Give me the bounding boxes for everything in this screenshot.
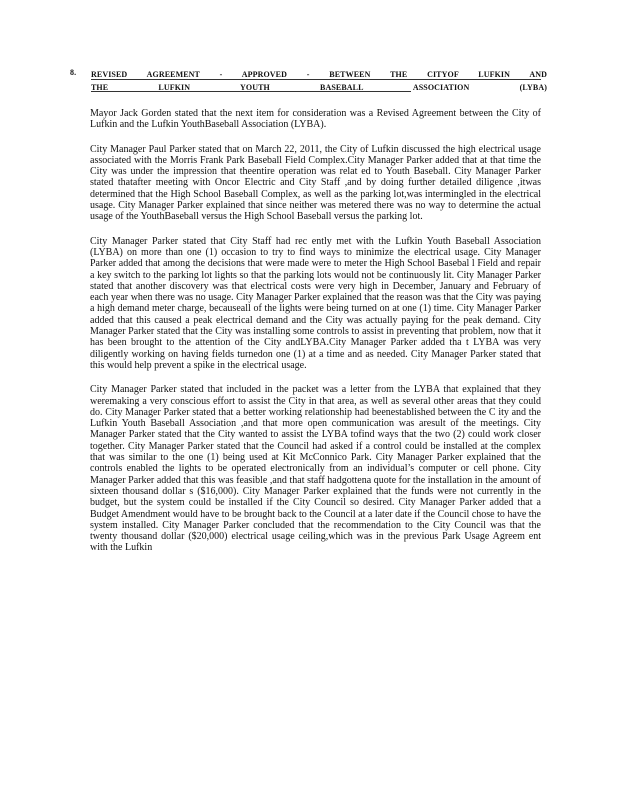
agenda-item-title-line-1: REVISED AGREEMENT - APPROVED - BETWEEN THE CITYOF LUFKIN AND [91,70,547,79]
agenda-item-number: 8. [70,68,77,77]
heading-underline-2 [91,91,411,92]
paragraph-3: City Manager Parker stated that City Staff had rec ently met with the Lufkin Youth Baseball Association (LYBA) on more than one (1) occasion to try to find ways to minimize the electrical usage. City Manager Parker added that among the decisions that were made were to meter the High School Basebal l Field and repair a key switch to the parking lot lights so that the parking lots would not be continuously lit. City Manager Parker stated that another discovery was that electrical costs were very high in December, January and February of each year when there was no usage. City Manager Parker explained that the reason was that the City was paying a high demand meter charge, becauseall of the lights were being turned on at one (1) time. City Manager Parker added that this caused a peak electrical demand and the City was actually paying for the peak demand. City Manager Parker stated that the City was installing some controls to assist in preventing that problem, now that it has been brought to the attention of the City andLYBA.City Manager Parker added tha t LYBA was very diligently working on having fields turnedon one (1) at a time and as needed. City Manager Parker stated that this would help prevent a spike in the electrical usage. [90,235,541,371]
heading-underline-1 [91,79,541,80]
document-body [90,108,541,567]
paragraph-4: City Manager Parker stated that included in the packet was a letter from the LYBA that explained that they weremaking a very conscious effort to assist the City in that area, as well as several other areas that they could do. City Manager Parker stated that a better working relationship had beenestablished between the C ity and the Lufkin Youth Baseball Association ,and that more open communication was aresult of the meetings. City Manager Parker stated that the City wanted to assist the LYBA tofind ways that the two (2) could work closer together. City Manager Parker stated that the Council had asked if a control could be installed at the complex that was similar to the one (1) being used at Kit McConnico Park. City Manager Parker explained that the controls enabled the lights to be operated electronically from an individual’s computer or cell phone. City Manager Parker added that this was feasible ,and that staff hadgottena quote for the installation in the amount of sixteen thousand dollar s ($16,000). City Manager Parker explained that the funds were not currently in the budget, but the system could be installed if the City Council so desired. City Manager Parker added that a Budget Amendment would have to be brought back to the Council at a later date if the Council chose to have the system installed. City Manager Parker concluded that the recommendation to the City Council was that the twenty thousand dollar ($20,000) electrical usage ceiling,which was in the previous Park Usage Agreem ent with the Lufkin [90,384,541,554]
paragraph-2: City Manager Paul Parker stated that on March 22, 2011, the City of Lufkin discussed the high electrical usage associated with the Morris Frank Park Baseball Field Complex.City Manager Parker added that at that time the City was under the impression that theentire operation was relat ed to Youth Baseball. City Manager Parker stated thatafter meeting with Oncor Electric and City Staff ,and by doing further detailed diligence ,itwas determined that the High School Baseball Complex, as well as the parking lot,was intermingled in the electrical usage. City Manager Parker explained that since neither was metered there was no way to determine the actual usage of the YouthBaseball versus the High School Baseball versus the parking lot. [90,143,541,223]
agenda-item-title-line-2: THE LUFKIN YOUTH BASEBALL ASSOCIATION (LYBA) [91,83,547,92]
paragraph-1: Mayor Jack Gorden stated that the next item for consideration was a Revised Agreement between the City of Lufkin and the Lufkin YouthBaseball Association (LYBA). [90,108,541,131]
